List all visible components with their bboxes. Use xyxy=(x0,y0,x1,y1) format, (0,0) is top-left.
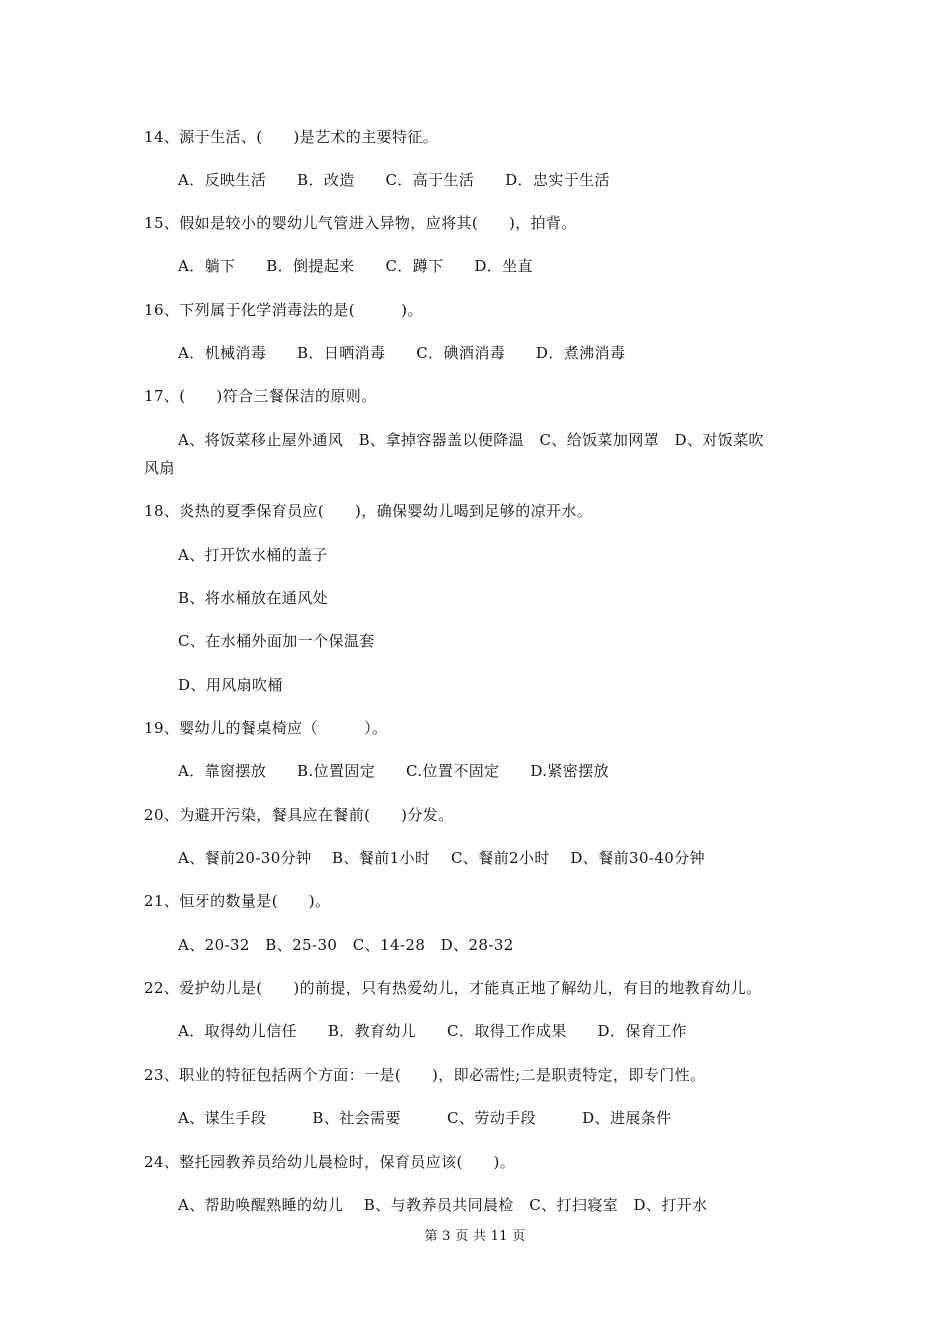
question-15-options: A．躺下 B．倒提起来 C．蹲下 D．坐直 xyxy=(178,257,533,275)
question-21-options: A、20-32 B、25-30 C、14-28 D、28-32 xyxy=(178,936,514,954)
question-24-options: A、帮助唤醒熟睡的幼儿 B、与教养员共同晨检 C、打扫寝室 D、打开水 xyxy=(178,1196,708,1214)
question-14-stem: 14、源于生活、( )是艺术的主要特征。 xyxy=(144,128,439,146)
question-17-options: A、将饭菜移止屋外通风 B、拿掉容器盖以便降温 C、给饭菜加网罩 D、对饭菜吹 xyxy=(178,431,764,449)
question-17-options-continued: 风扇 xyxy=(144,459,175,477)
question-22-options: A．取得幼儿信任 B．教育幼儿 C．取得工作成果 D．保育工作 xyxy=(178,1022,687,1040)
question-18-option-d: D、用风扇吹桶 xyxy=(178,676,283,694)
question-18-option-c: C、在水桶外面加一个保温套 xyxy=(178,632,375,650)
question-16-options: A．机械消毒 B．日晒消毒 C．碘酒消毒 D．煮沸消毒 xyxy=(178,344,626,362)
question-23-options: A、谋生手段 B、社会需要 C、劳动手段 D、进展条件 xyxy=(178,1109,672,1127)
question-23-stem: 23、职业的特征包括两个方面：一是( )，即必需性;二是职责特定，即专门性。 xyxy=(144,1066,706,1084)
question-20-stem: 20、为避开污染，餐具应在餐前( )分发。 xyxy=(144,806,454,824)
question-19-options: A．靠窗摆放 B.位置固定 C.位置不固定 D.紧密摆放 xyxy=(178,762,609,780)
question-20-options: A、餐前20-30分钟 B、餐前1小时 C、餐前2小时 D、餐前30-40分钟 xyxy=(178,849,706,867)
question-16-stem: 16、下列属于化学消毒法的是( )。 xyxy=(144,301,423,319)
question-19-stem: 19、婴幼儿的餐桌椅应（ ）。 xyxy=(144,719,388,737)
question-24-stem: 24、整托园教养员给幼儿晨检时，保育员应该( )。 xyxy=(144,1153,516,1171)
page-footer: 第 3 页 共 11 页 xyxy=(424,1229,526,1244)
question-21-stem: 21、恒牙的数量是( )。 xyxy=(144,892,331,910)
question-18-option-b: B、将水桶放在通风处 xyxy=(178,589,329,607)
question-17-stem: 17、( )符合三餐保洁的原则。 xyxy=(144,387,377,405)
question-22-stem: 22、爱护幼儿是( )的前提，只有热爱幼儿，才能真正地了解幼儿，有目的地教育幼儿。 xyxy=(144,979,762,997)
question-14-options: A．反映生活 B．改造 C．高于生活 D．忠实于生活 xyxy=(178,171,610,189)
question-18-stem: 18、炎热的夏季保育员应( )，确保婴幼儿喝到足够的凉开水。 xyxy=(144,502,593,520)
question-15-stem: 15、假如是较小的婴幼儿气管进入异物，应将其( )，拍背。 xyxy=(144,214,577,232)
question-18-option-a: A、打开饮水桶的盖子 xyxy=(178,546,328,564)
